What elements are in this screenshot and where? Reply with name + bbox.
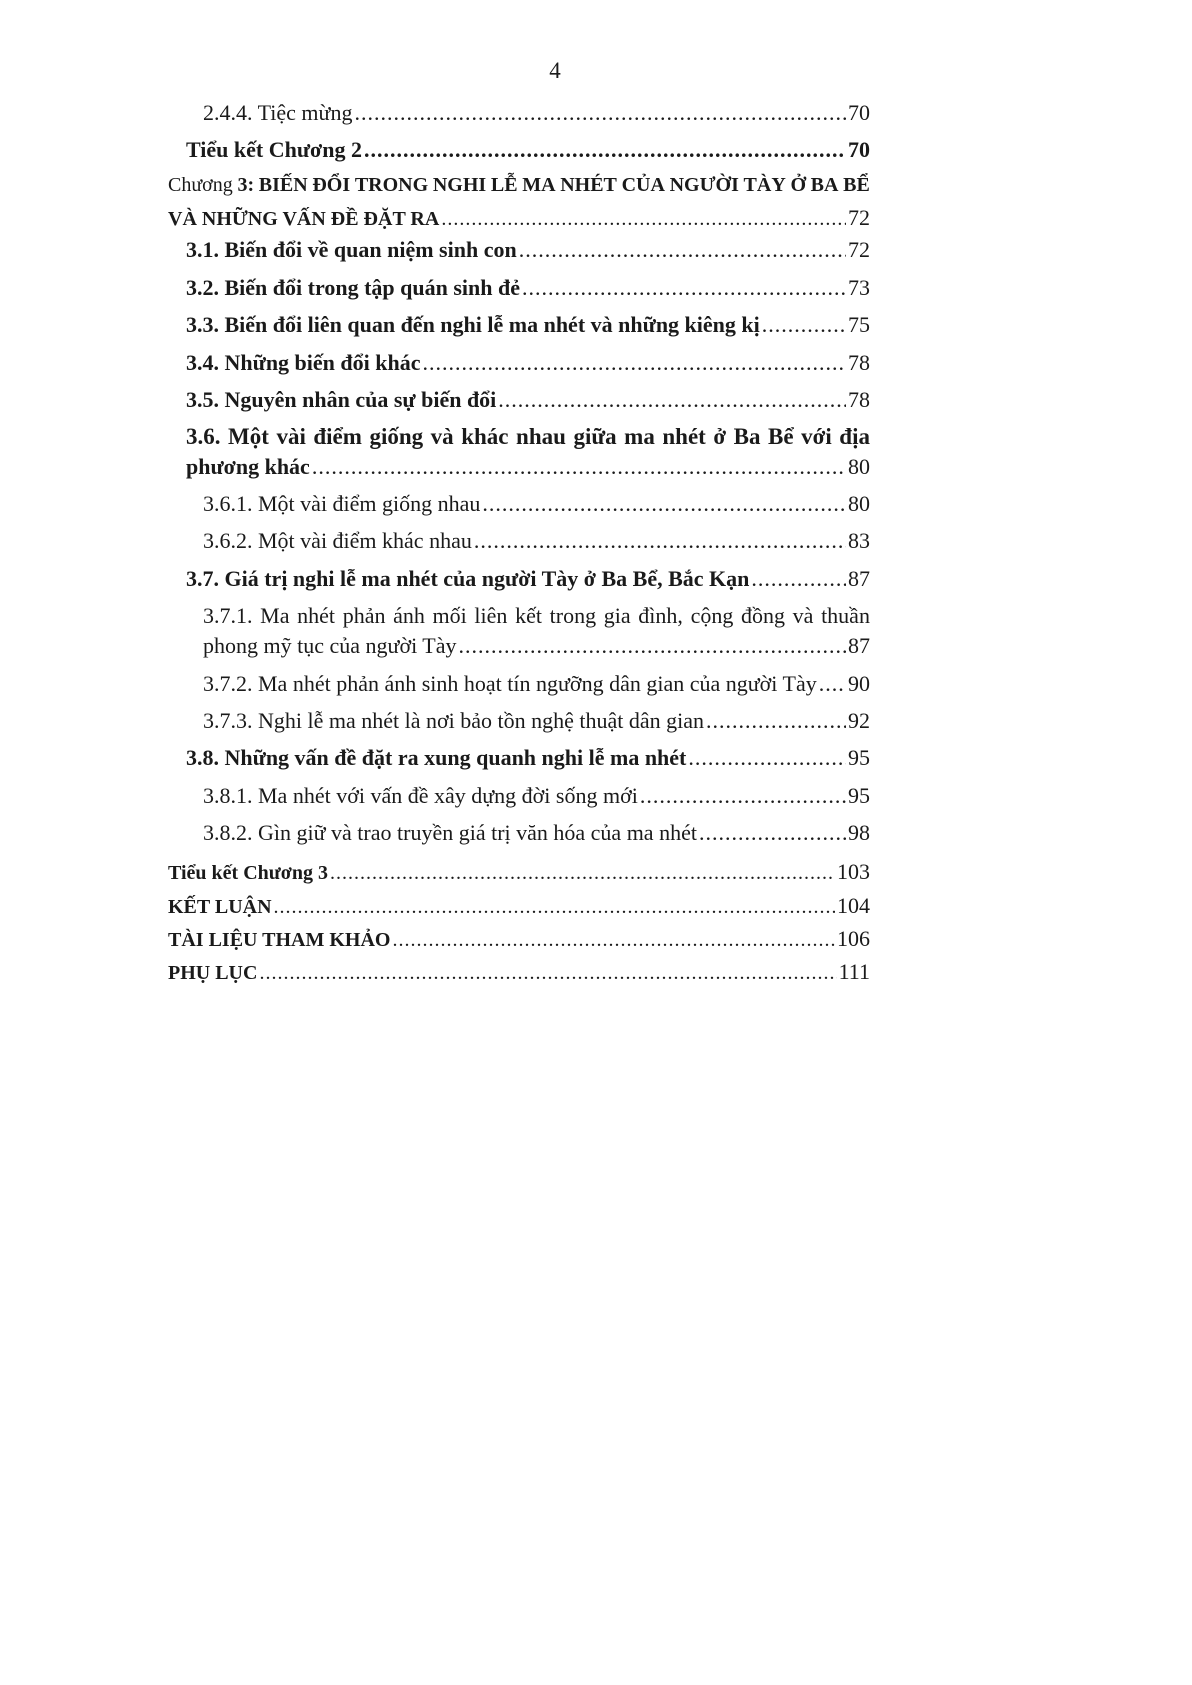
toc-entry-summary-ch3[interactable] [168,859,870,885]
toc-entry-title: TÀI LIỆU THAM KHẢO [168,929,391,951]
toc-entry-3-6-1[interactable] [203,491,870,516]
dot-leader [474,528,846,553]
dot-leader [392,929,835,952]
toc-entry-page: 87 [848,566,870,591]
toc-entry-chapter3-line2[interactable] [168,205,870,231]
word: giống [369,424,424,449]
word: ánh [393,603,425,628]
dot-leader [519,237,846,262]
dot-leader [688,745,846,770]
toc-entry-page: 95 [848,745,870,770]
toc-entry-page: 103 [837,859,870,884]
word: CỦA [621,174,665,196]
toc-entry-title: 3.8. Những vấn đề đặt ra xung quanh nghi lễ ma nhét [186,745,687,770]
toc-entry-references[interactable] [168,926,870,952]
dot-leader [498,387,846,412]
toc-entry-title: KẾT LUẬN [168,896,272,918]
word: vài [276,424,306,449]
toc-entry-title: 3.2. Biến đổi trong tập quán sinh đẻ [186,275,520,300]
toc-entry-2-4-4[interactable] [203,100,870,125]
toc-entry-page: 87 [848,633,870,658]
toc-entry-3-2[interactable] [186,275,870,300]
toc-entry-page: 73 [848,275,870,300]
dot-leader [330,862,835,885]
toc-entry-title: 3.7.2. Ma nhét phản ánh sinh hoạt tín ngưỡng dân gian của người Tày [203,671,817,696]
dot-leader [364,137,846,162]
toc-entry-title: 2.4.4. Tiệc mừng [203,100,353,125]
toc-entry-3-6-line2[interactable] [186,454,870,479]
toc-entry-title: phong mỹ tục của người Tày [203,633,457,658]
word: NGHI [432,174,487,196]
word: mối [432,603,467,628]
word: 3: [237,174,255,196]
toc-entry-title: 3.4. Những biến đổi khác [186,350,421,375]
toc-entry-appendix[interactable] [168,959,870,985]
toc-entry-3-7-2[interactable] [203,671,870,696]
dot-leader [706,708,846,733]
toc-entry-page: 78 [848,350,870,375]
toc-entry-title: 3.5. Nguyên nhân của sự biến đổi [186,387,497,412]
word: trong [549,603,597,628]
toc-entry-title: 3.3. Biến đổi liên quan đến nghi lễ ma nhét và những kiêng kị [186,312,760,337]
toc-entry-title: 3.6.1. Một vài điểm giống nhau [203,491,481,516]
toc-entry-title: 3.1. Biến đổi về quan niệm sinh con [186,237,517,262]
word: và [430,424,454,449]
toc-entry-chapter3-line1[interactable] [168,174,870,197]
word: TÀY [743,174,786,196]
toc-entry-page: 92 [848,708,870,733]
toc-entry-page: 78 [848,387,870,412]
word: NGƯỜI [669,174,739,196]
dot-leader [354,100,846,125]
toc-entry-page: 72 [848,205,870,230]
toc-entry-conclusion[interactable] [168,893,870,919]
dot-leader [312,454,846,479]
toc-entry-page: 72 [848,237,870,262]
toc-entry-3-8-1[interactable] [203,783,870,808]
toc-entry-page: 75 [848,312,870,337]
word: BIẾN [258,174,308,196]
dot-leader [819,671,846,696]
toc-entry-3-1[interactable] [186,237,870,262]
word: 3.6. [186,424,221,449]
word: Ở [790,174,806,196]
toc-entry-title: PHỤ LỤC [168,962,258,984]
toc-entry-3-7-1-line2[interactable] [203,633,870,658]
toc-entry-title: 3.8.2. Gìn giữ và trao truyền giá trị văn hóa của ma nhét [203,820,697,845]
word: BA [810,174,839,196]
dot-leader [423,350,847,375]
toc-entry-3-6-line1[interactable] [186,424,870,450]
toc-entry-page: 70 [848,137,870,162]
dot-leader [751,566,846,591]
word: Bể [768,424,794,449]
toc-entry-3-6-2[interactable] [203,528,870,553]
word: đồng [740,603,785,628]
word: và [792,603,814,628]
word: đình, [638,603,683,628]
dot-leader [459,633,847,658]
toc-entry-title: 3.6.2. Một vài điểm khác nhau [203,528,472,553]
toc-entry-3-4[interactable] [186,350,870,375]
word: MA [522,174,556,196]
word: nhét [662,424,706,449]
word: địa [839,424,870,449]
word: NHÉT [560,174,617,196]
word: Ma [260,603,290,628]
toc-entry-page: 106 [837,926,870,951]
toc-entry-page: 104 [837,893,870,918]
word: gia [603,603,631,628]
word: điểm [313,424,362,449]
toc-entry-title: Tiểu kết Chương 2 [186,137,362,162]
word: 3.7.1. [203,603,253,628]
toc-entry-3-7-1-line1[interactable] [203,603,870,628]
toc-entry-title: Tiểu kết Chương 3 [168,862,328,884]
word: ở [713,424,727,449]
word: kết [515,603,542,628]
word: liên [474,603,508,628]
toc-entry-title: VÀ NHỮNG VẤN ĐỀ ĐẶT RA [168,208,440,230]
toc-entry-page: 95 [848,783,870,808]
dot-leader [699,820,846,845]
word: thuần [821,603,870,628]
word: ĐỔI [312,174,351,196]
toc-entry-3-7-3[interactable] [203,708,870,733]
word: BỂ [843,174,870,196]
word: ma [624,424,655,449]
toc-entry-title: 3.7. Giá trị nghi lễ ma nhét của người Tày ở Ba Bể, Bắc Kạn [186,566,750,591]
word: với [801,424,832,449]
toc-entry-page: 80 [848,491,870,516]
toc-entry-page: 90 [848,671,870,696]
dot-leader [441,208,846,231]
word: LỄ [490,174,518,196]
dot-leader [482,491,846,516]
dot-leader [274,896,835,919]
word: khác [461,424,509,449]
toc-entry-3-3[interactable] [186,312,870,337]
toc-entry-3-8-2[interactable] [203,820,870,845]
dot-leader [259,962,836,985]
word: nhau [516,424,566,449]
toc-entry-title: 3.8.1. Ma nhét với vấn đề xây dựng đời sống mới [203,783,638,808]
toc-entry-page: 98 [848,820,870,845]
toc-entry-3-8[interactable] [186,745,870,770]
toc-entry-page: 70 [848,100,870,125]
word: Chương [168,174,233,196]
toc-entry-summary-ch2[interactable] [186,137,870,162]
word: phản [342,603,386,628]
page-number: 4 [549,58,561,83]
word: Ba [733,424,761,449]
word: giữa [573,424,617,449]
dot-leader [762,312,846,337]
toc-entry-title: phương khác [186,454,310,479]
word: TRONG [354,174,429,196]
dot-leader [522,275,846,300]
toc-entry-page: 83 [848,528,870,553]
toc-entry-page: 111 [838,959,870,984]
dot-leader [640,783,846,808]
word: nhét [297,603,336,628]
toc-entry-3-7[interactable] [186,566,870,591]
word: cộng [690,603,734,628]
toc-entry-title: 3.7.3. Nghi lễ ma nhét là nơi bảo tồn nghệ thuật dân gian [203,708,705,733]
word: Một [228,424,269,449]
toc-entry-page: 80 [848,454,870,479]
toc-entry-3-5[interactable] [186,387,870,412]
